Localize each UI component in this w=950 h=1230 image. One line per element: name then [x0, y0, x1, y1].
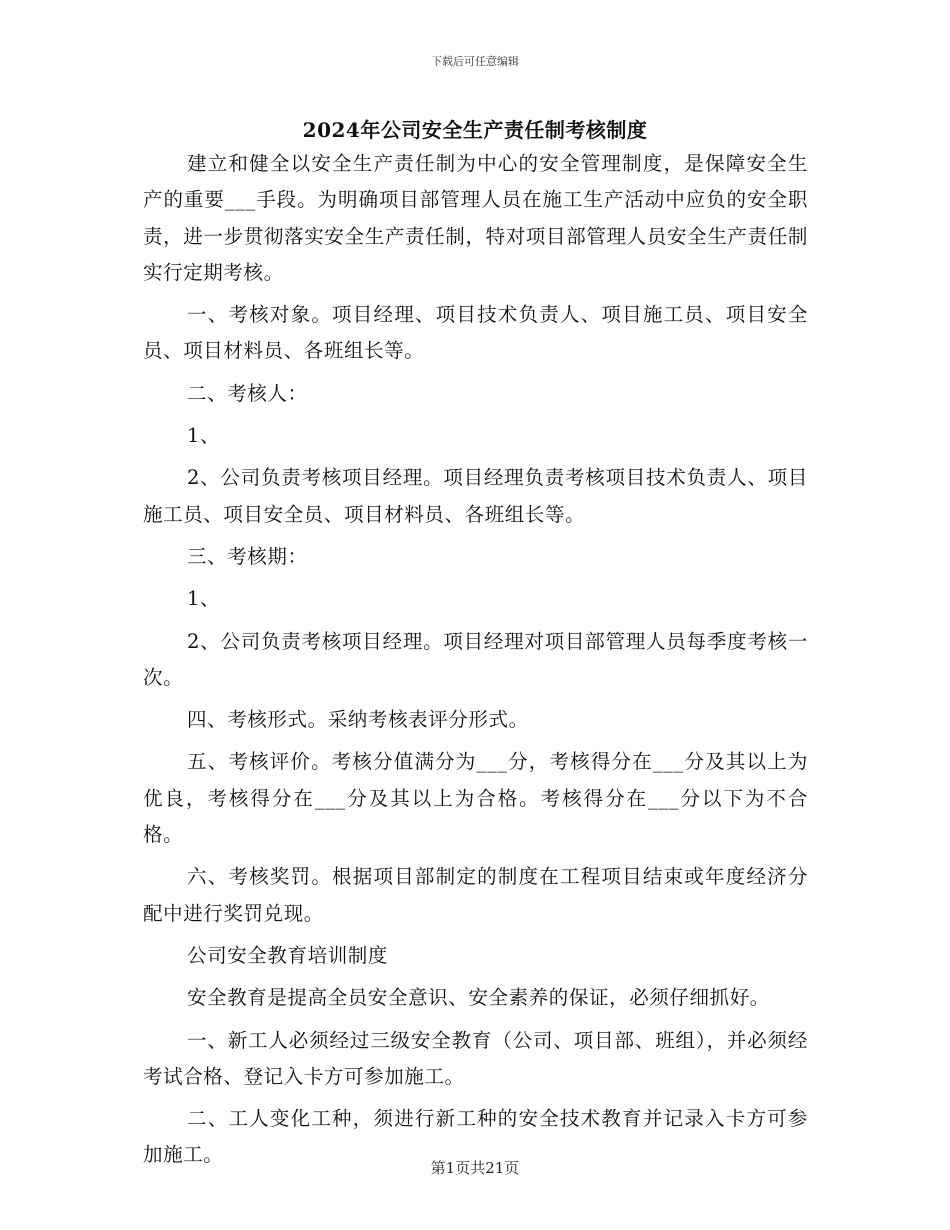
- paragraph: 2、公司负责考核项目经理。项目经理负责考核项目技术负责人、项目施工员、项目安全员、项目材料员、各班组长等。: [143, 466, 808, 526]
- paragraph: 一、新工人必须经过三级安全教育（公司、项目部、班组），并必须经考试合格、登记入卡方可参加施工。: [143, 1028, 808, 1088]
- document-title: 2024年公司安全生产责任制考核制度: [302, 118, 648, 142]
- paragraph: 1、: [187, 424, 221, 448]
- paragraph: 六、考核奖罚。根据项目部制定的制度在工程项目结束或年度经济分配中进行奖罚兑现。: [143, 865, 808, 925]
- paragraph: 三、考核期：: [187, 544, 308, 568]
- page-number: 第1页共21页: [430, 1159, 520, 1177]
- paragraph: 1、: [187, 587, 221, 611]
- paragraph: 四、考核形式。采纳考核表评分形式。: [187, 708, 529, 732]
- section-heading: 公司安全教育培训制度: [187, 943, 389, 967]
- paragraph: 二、考核人：: [187, 381, 308, 405]
- paragraph: 2、公司负责考核项目经理。项目经理对项目部管理人员每季度考核一次。: [143, 629, 808, 689]
- paragraph: 五、考核评价。考核分值满分为___分，考核得分在___分及其以上为优良，考核得分在___分及其以上为合格。考核得分在___分以下为不合格。: [143, 750, 808, 847]
- page-header-note: 下载后可任意编辑: [431, 55, 519, 68]
- paragraph: 二、工人变化工种，须进行新工种的安全技术教育并记录入卡方可参加施工。: [143, 1107, 808, 1167]
- paragraph: 建立和健全以安全生产责任制为中心的安全管理制度，是保障安全生产的重要___手段。为明确项目部管理人员在施工生产活动中应负的安全职责，进一步贯彻落实安全生产责任制，特对项目部管理人员安全生产责任制实行定期考核。: [143, 152, 808, 284]
- paragraph: 安全教育是提高全员安全意识、安全素养的保证，必须仔细抓好。: [187, 986, 770, 1010]
- paragraph: 一、考核对象。项目经理、项目技术负责人、项目施工员、项目安全员、项目材料员、各班组长等。: [143, 303, 808, 363]
- document-body: [143, 146, 808, 1180]
